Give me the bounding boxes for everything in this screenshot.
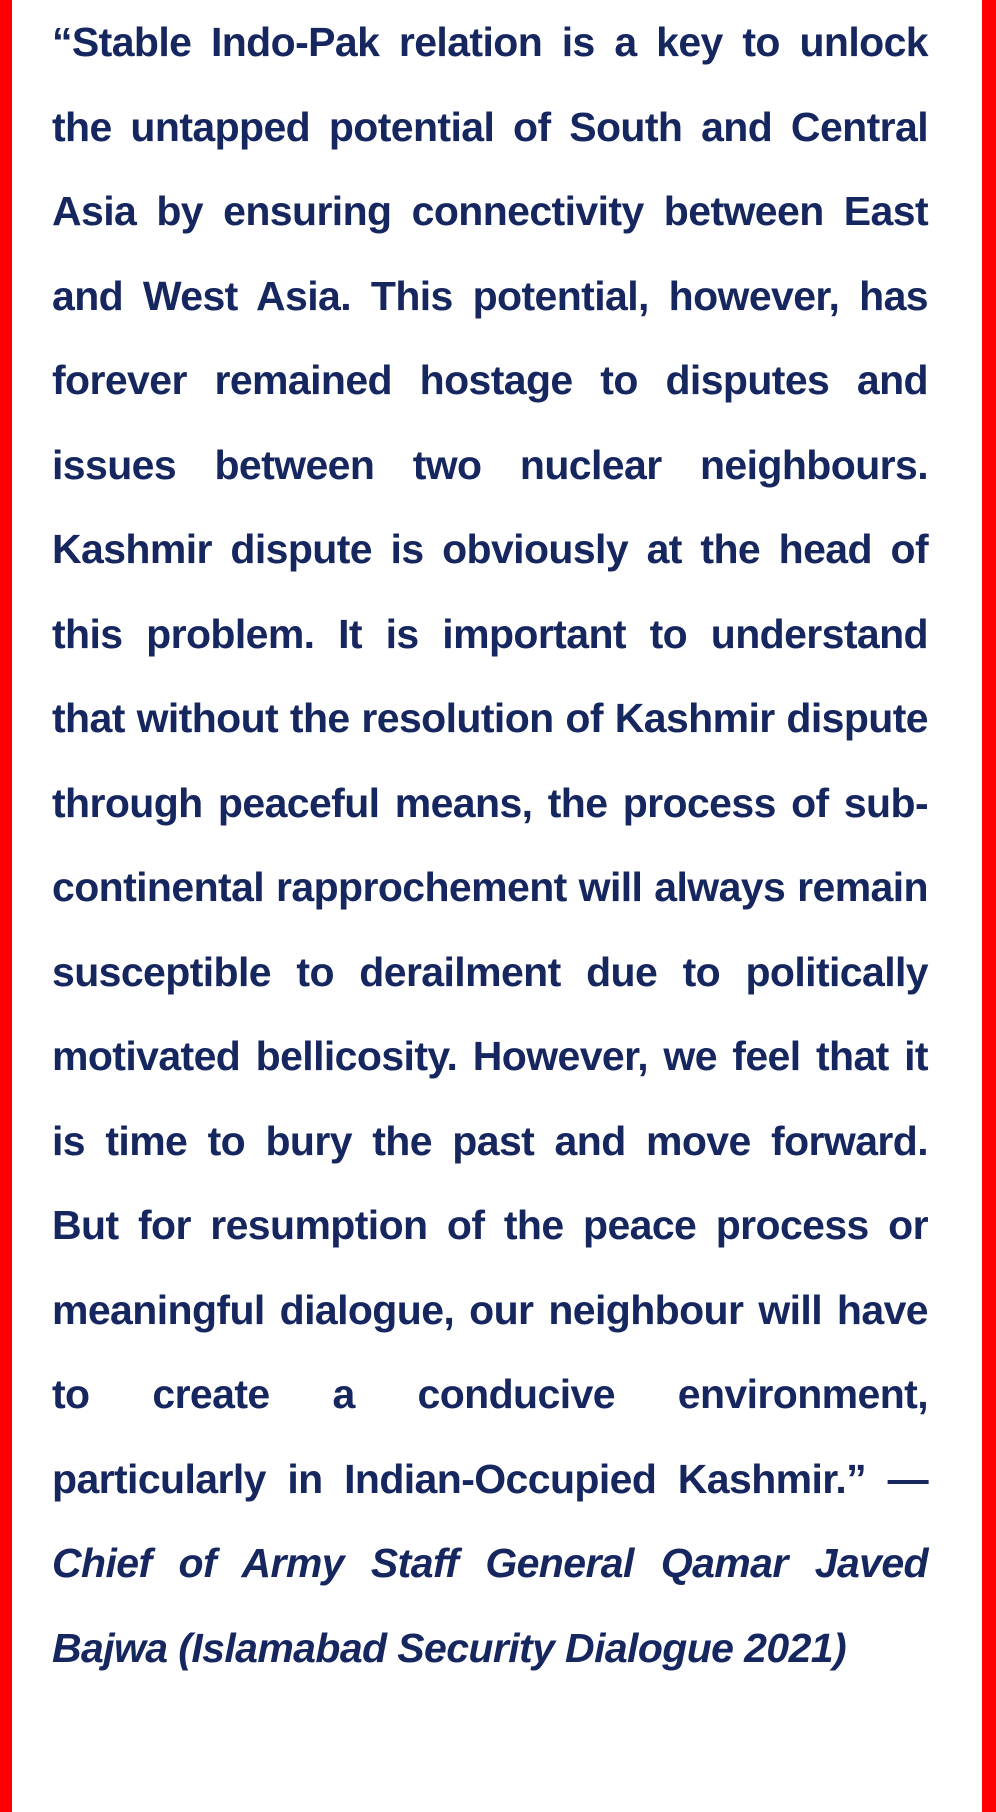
right-red-border (982, 0, 996, 1812)
left-red-border (0, 0, 12, 1812)
quote-attribution: Chief of Army Staff General Qamar Javed Bajwa (Islamabad Security Dialogue 2021) (52, 1540, 928, 1671)
quote-paragraph (52, 0, 928, 1690)
quote-text: “Stable Indo-Pak relation is a key to unlock the untapped potential of South and Central Asia by ensuring connectivity between East and West Asia. This potential, however, has forever remained hostage to disputes and issues between two nuclear neighbours. Kashmir dispute is obviously at the head of this problem. It is important to understand that without the resolution of Kashmir dispute through peaceful means, the process of sub-continental rapprochement will always remain susceptible to derailment due to politically motivated bellicosity. However, we feel that it is time to bury the past and move forward. But for resumption of the peace process or meaningful dialogue, our neighbour will have to create a conducive environment, particularly in Indian-Occupied Kashmir.” — (52, 19, 928, 1502)
